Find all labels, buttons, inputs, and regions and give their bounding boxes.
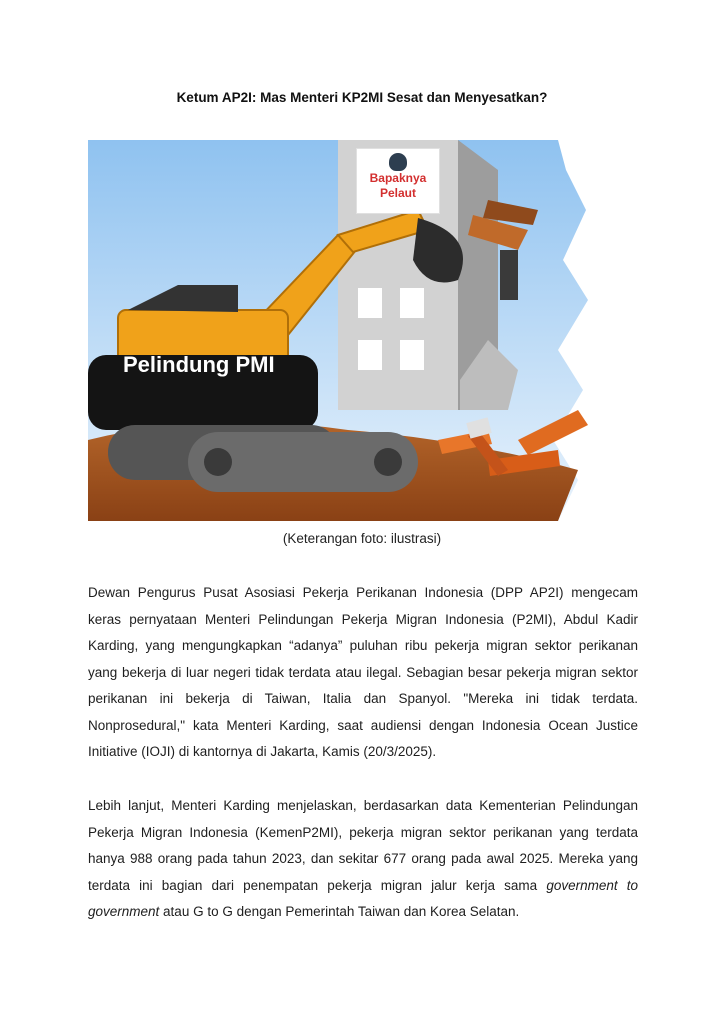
bapaknya-pelaut-logo xyxy=(356,148,440,214)
illustration-overlay-text: Pelindung PMI xyxy=(123,352,275,377)
logo-line-1: Bapaknya xyxy=(369,171,427,185)
logo-line-2: Pelaut xyxy=(379,186,416,200)
article-title: Ketum AP2I: Mas Menteri KP2MI Sesat dan Menyesatkan? xyxy=(176,90,548,105)
body-paragraph-2 xyxy=(88,793,638,926)
figure-caption: (Keterangan foto: ilustrasi) xyxy=(282,531,442,546)
paragraph-2-italic-term: government to government xyxy=(88,877,638,919)
paragraph-2-lead: Lebih lanjut, Menteri Karding menjelaskan, berdasarkan data Kementerian Pelindungan Pekerja Migran Indonesia (KemenP2MI), pekerja migran sektor perikanan yang terdata hanya 988 orang pada tahun 2023, dan sekitar 677 orang pada awal 2025. Mereka yang terdata ini bagian dari penempatan pekerja migran jalur kerja sama xyxy=(88,798,638,893)
article-illustration xyxy=(88,140,608,521)
paragraph-2-tail: atau G to G dengan Pemerintah Taiwan dan Korea Selatan. xyxy=(159,904,520,919)
sailor-avatar-icon xyxy=(389,153,407,171)
illustration-graphic xyxy=(88,140,608,521)
body-paragraph-1: Dewan Pengurus Pusat Asosiasi Pekerja Perikanan Indonesia (DPP AP2I) mengecam keras pernyataan Menteri Pelindungan Pekerja Migran Indonesia (P2MI), Abdul Kadir Karding, yang mengungkapkan “adanya” puluhan ribu pekerja migran sektor perikanan yang bekerja di luar negeri tidak terdata atau ilegal. Sebagian besar pekerja migran sektor perikanan ini bekerja di Taiwan, Italia dan Spanyol. "Mereka ini tidak terdata. Nonprosedural," kata Menteri Karding, saat audiensi dengan Indonesia Ocean Justice Initiative (IOJI) di kantornya di Jakarta, Kamis (20/3/2025). xyxy=(88,585,638,759)
